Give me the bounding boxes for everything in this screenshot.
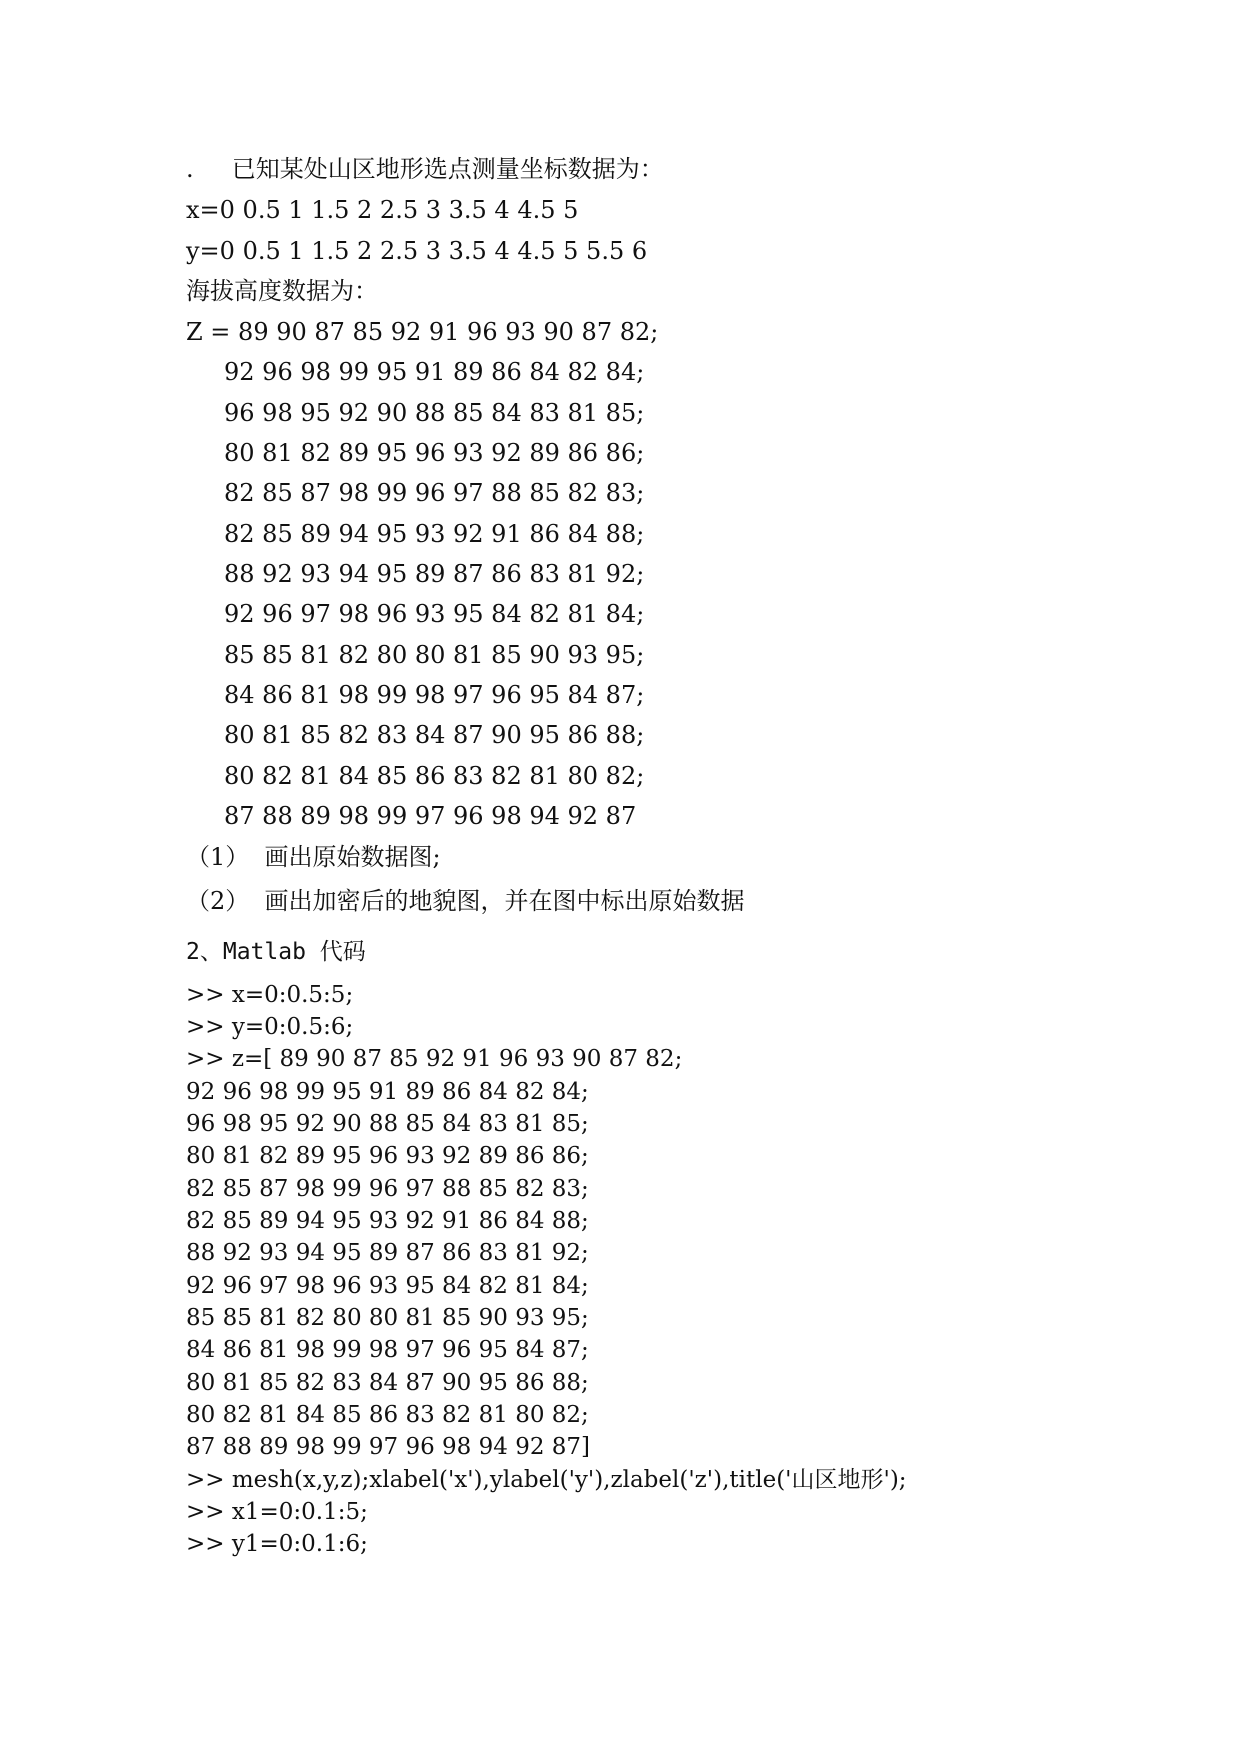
z-matrix-row: 96 98 95 92 90 88 85 84 83 81 85; [224,399,645,427]
x-coordinates: x=0 0.5 1 1.5 2 2.5 3 3.5 4 4.5 5 [186,196,579,224]
z-matrix-row: 82 85 87 98 99 96 97 88 85 82 83; [224,479,645,507]
z-matrix-row: 92 96 98 99 95 91 89 86 84 82 84; [224,358,645,386]
z-matrix-row: 82 85 89 94 95 93 92 91 86 84 88; [224,520,645,548]
z-matrix-row: 80 81 85 82 83 84 87 90 95 86 88; [224,721,645,749]
z-matrix-row: 85 85 81 82 80 80 81 85 90 93 95; [224,641,645,669]
code-line: 92 96 98 99 95 91 89 86 84 82 84; [186,1079,589,1105]
task-2: （2） 画出加密后的地貌图，并在图中标出原始数据 [186,887,745,915]
code-line: >> x1=0:0.1:5; [186,1499,368,1525]
code-line: 88 92 93 94 95 89 87 86 83 81 92; [186,1240,589,1266]
z-matrix-row: 80 81 82 89 95 96 93 92 89 86 86; [224,439,645,467]
z-matrix-row: 84 86 81 98 99 98 97 96 95 84 87; [224,681,645,709]
height-data-label: 海拔高度数据为： [186,277,378,305]
code-line: 80 82 81 84 85 86 83 82 81 80 82; [186,1402,589,1428]
code-heading: 2、Matlab 代码 [186,939,366,965]
z-matrix-first-row: Z = 89 90 87 85 92 91 96 93 90 87 82; [186,318,659,346]
code-line: 92 96 97 98 96 93 95 84 82 81 84; [186,1273,589,1299]
code-line: >> y=0:0.5:6; [186,1014,354,1040]
code-line: >> y1=0:0.1:6; [186,1531,368,1557]
code-line: 82 85 89 94 95 93 92 91 86 84 88; [186,1208,589,1234]
y-coordinates: y=0 0.5 1 1.5 2 2.5 3 3.5 4 4.5 5 5.5 6 [186,237,648,265]
code-line: >> x=0:0.5:5; [186,982,354,1008]
code-line: 96 98 95 92 90 88 85 84 83 81 85; [186,1111,589,1137]
task-1: （1） 画出原始数据图; [186,843,441,871]
code-line: 80 81 82 89 95 96 93 92 89 86 86; [186,1143,589,1169]
z-matrix-row: 88 92 93 94 95 89 87 86 83 81 92; [224,560,645,588]
code-line: >> z=[ 89 90 87 85 92 91 96 93 90 87 82; [186,1046,683,1072]
code-line: 87 88 89 98 99 97 96 98 94 92 87] [186,1434,591,1460]
code-line: 80 81 85 82 83 84 87 90 95 86 88; [186,1370,589,1396]
z-matrix-row: 92 96 97 98 96 93 95 84 82 81 84; [224,600,645,628]
code-line: 85 85 81 82 80 80 81 85 90 93 95; [186,1305,589,1331]
code-line: 82 85 87 98 99 96 97 88 85 82 83; [186,1176,589,1202]
z-matrix-row: 87 88 89 98 99 97 96 98 94 92 87 [224,802,637,830]
code-line: >> mesh(x,y,z);xlabel('x'),ylabel('y'),zlabel('z'),title('山区地形'); [186,1467,907,1493]
z-matrix-row: 80 82 81 84 85 86 83 82 81 80 82; [224,762,645,790]
code-line: 84 86 81 98 99 98 97 96 95 84 87; [186,1337,589,1363]
problem-intro: . 已知某处山区地形选点测量坐标数据为： [186,155,664,183]
